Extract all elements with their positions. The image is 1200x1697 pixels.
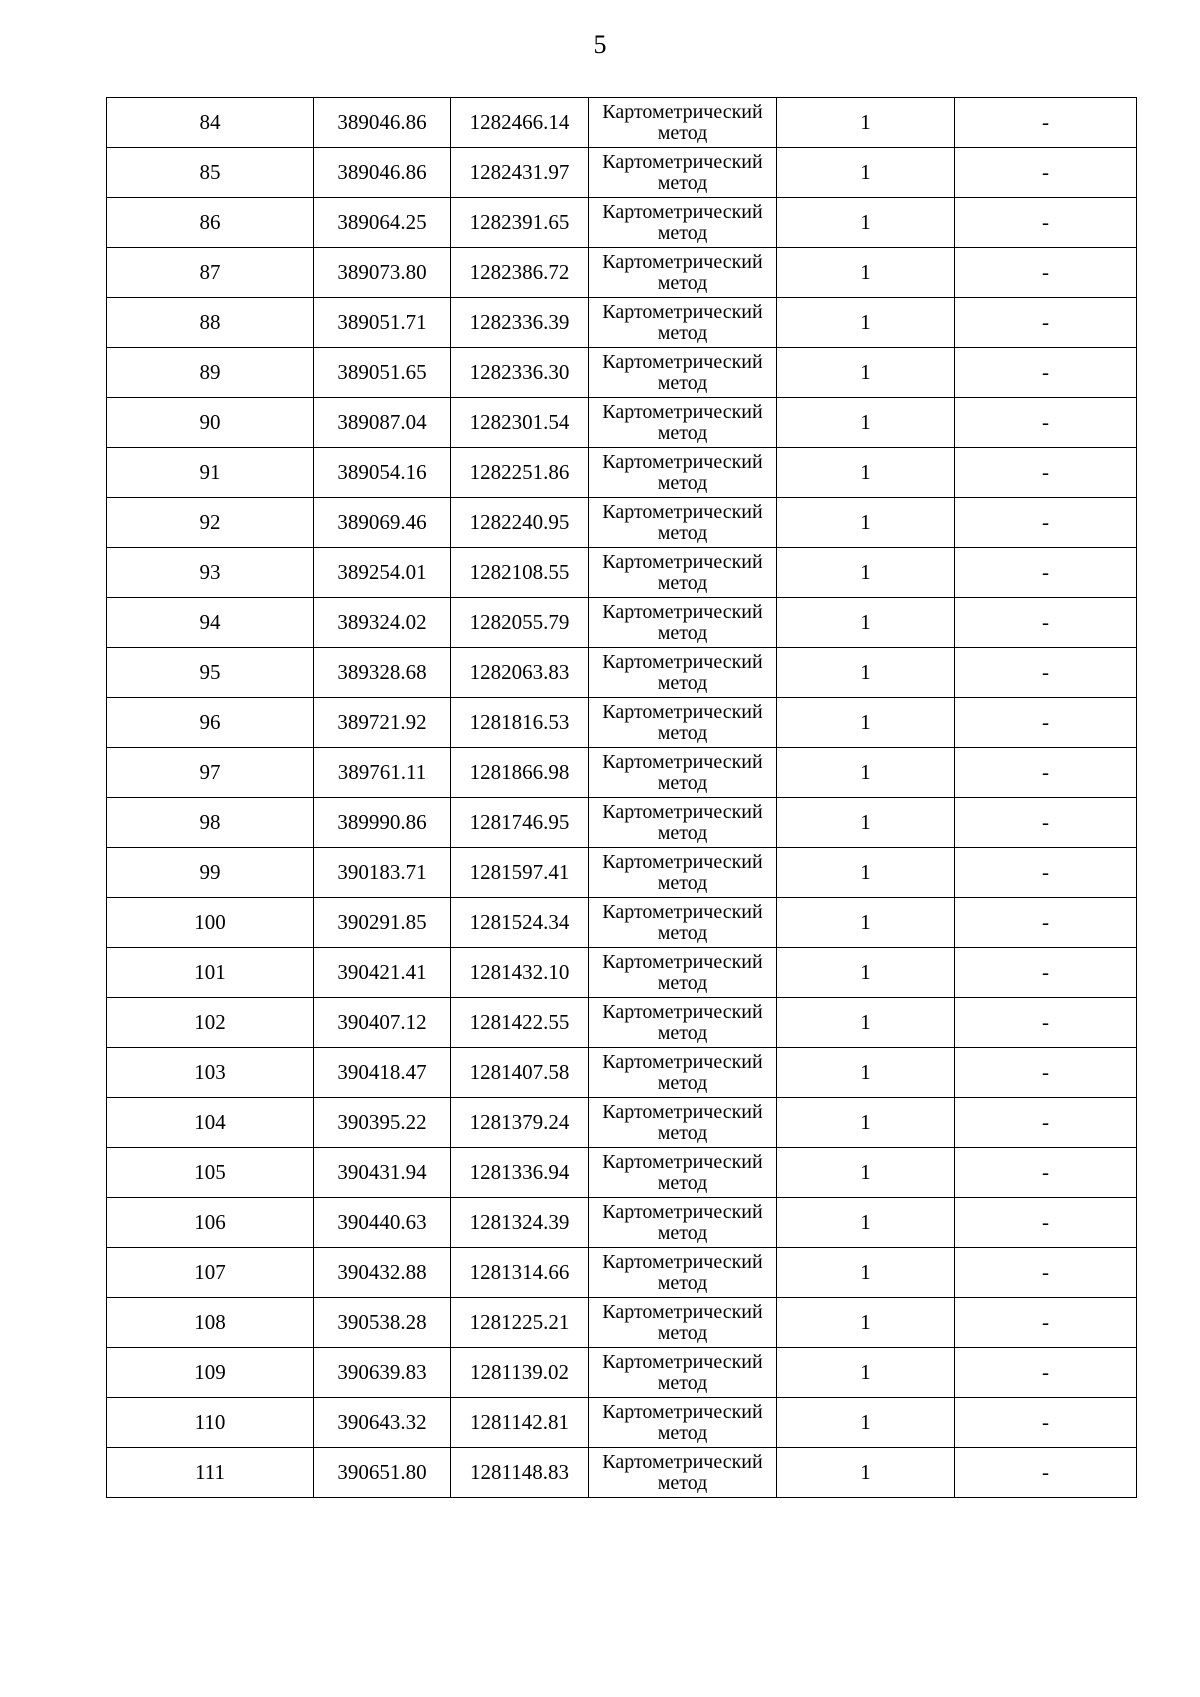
y-coordinate-cell: 1281597.41 [451, 848, 589, 898]
table-row [107, 898, 1137, 948]
table-row [107, 948, 1137, 998]
table-row [107, 148, 1137, 198]
method-line-1: Картометрический [602, 1000, 763, 1023]
table-row [107, 248, 1137, 298]
method-cell [589, 848, 777, 898]
method-cell [589, 1148, 777, 1198]
y-coordinate-cell: 1282336.30 [451, 348, 589, 398]
note-cell: - [955, 598, 1137, 648]
note-cell: - [955, 198, 1137, 248]
method-line-1: Картометрический [602, 1250, 763, 1273]
accuracy-cell: 1 [777, 798, 955, 848]
method-line-2: метод [657, 1321, 708, 1344]
method-line-1: Картометрический [602, 900, 763, 923]
y-coordinate-cell: 1281225.21 [451, 1298, 589, 1348]
method-line-1: Картометрический [602, 150, 763, 173]
x-coordinate-cell: 389073.80 [314, 248, 451, 298]
y-coordinate-cell: 1282240.95 [451, 498, 589, 548]
note-cell: - [955, 948, 1137, 998]
x-coordinate-cell: 390643.32 [314, 1398, 451, 1448]
method-line-2: метод [657, 1371, 708, 1394]
x-coordinate-cell: 390421.41 [314, 948, 451, 998]
table-row [107, 998, 1137, 1048]
method-line-1: Картометрический [602, 1200, 763, 1223]
y-coordinate-cell: 1282063.83 [451, 648, 589, 698]
note-cell: - [955, 748, 1137, 798]
method-line-1: Картометрический [602, 200, 763, 223]
point-number-cell: 108 [107, 1298, 314, 1348]
x-coordinate-cell: 389046.86 [314, 148, 451, 198]
y-coordinate-cell: 1281142.81 [451, 1398, 589, 1448]
accuracy-cell: 1 [777, 598, 955, 648]
method-cell [589, 748, 777, 798]
y-coordinate-cell: 1281816.53 [451, 698, 589, 748]
method-line-2: метод [657, 671, 708, 694]
point-number-cell: 96 [107, 698, 314, 748]
method-line-2: метод [657, 1121, 708, 1144]
method-cell [589, 548, 777, 598]
x-coordinate-cell: 389054.16 [314, 448, 451, 498]
method-line-2: метод [657, 821, 708, 844]
method-line-1: Картометрический [602, 400, 763, 423]
point-number-cell: 95 [107, 648, 314, 698]
point-number-cell: 86 [107, 198, 314, 248]
method-cell [589, 598, 777, 648]
method-cell [589, 1448, 777, 1498]
note-cell: - [955, 1248, 1137, 1298]
accuracy-cell: 1 [777, 498, 955, 548]
x-coordinate-cell: 390432.88 [314, 1248, 451, 1298]
table-row [107, 748, 1137, 798]
point-number-cell: 107 [107, 1248, 314, 1298]
note-cell: - [955, 348, 1137, 398]
accuracy-cell: 1 [777, 648, 955, 698]
point-number-cell: 94 [107, 598, 314, 648]
method-cell [589, 1048, 777, 1098]
table-row [107, 198, 1137, 248]
accuracy-cell: 1 [777, 1298, 955, 1348]
y-coordinate-cell: 1282301.54 [451, 398, 589, 448]
note-cell: - [955, 848, 1137, 898]
method-cell [589, 948, 777, 998]
method-line-2: метод [657, 221, 708, 244]
accuracy-cell: 1 [777, 998, 955, 1048]
method-line-1: Картометрический [602, 1100, 763, 1123]
table-row [107, 848, 1137, 898]
note-cell: - [955, 1398, 1137, 1448]
method-line-1: Картометрический [602, 800, 763, 823]
note-cell: - [955, 998, 1137, 1048]
method-line-1: Картометрический [602, 1450, 763, 1473]
note-cell: - [955, 498, 1137, 548]
note-cell: - [955, 148, 1137, 198]
method-line-1: Картометрический [602, 350, 763, 373]
accuracy-cell: 1 [777, 1048, 955, 1098]
method-line-2: метод [657, 371, 708, 394]
coordinates-table-body [107, 98, 1137, 1498]
point-number-cell: 111 [107, 1448, 314, 1498]
accuracy-cell: 1 [777, 1098, 955, 1148]
table-row [107, 398, 1137, 448]
accuracy-cell: 1 [777, 698, 955, 748]
y-coordinate-cell: 1282055.79 [451, 598, 589, 648]
x-coordinate-cell: 389990.86 [314, 798, 451, 848]
accuracy-cell: 1 [777, 548, 955, 598]
method-line-1: Картометрический [602, 500, 763, 523]
point-number-cell: 91 [107, 448, 314, 498]
x-coordinate-cell: 389051.65 [314, 348, 451, 398]
method-line-1: Картометрический [602, 700, 763, 723]
point-number-cell: 109 [107, 1348, 314, 1398]
x-coordinate-cell: 389069.46 [314, 498, 451, 548]
table-row [107, 1398, 1137, 1448]
y-coordinate-cell: 1282466.14 [451, 98, 589, 148]
point-number-cell: 110 [107, 1398, 314, 1448]
x-coordinate-cell: 390183.71 [314, 848, 451, 898]
table-row [107, 298, 1137, 348]
method-line-2: метод [657, 971, 708, 994]
note-cell: - [955, 448, 1137, 498]
coordinates-table [106, 97, 1137, 1498]
method-line-2: метод [657, 1471, 708, 1494]
accuracy-cell: 1 [777, 398, 955, 448]
method-line-2: метод [657, 1071, 708, 1094]
method-line-2: метод [657, 871, 708, 894]
y-coordinate-cell: 1281336.94 [451, 1148, 589, 1198]
method-cell [589, 1348, 777, 1398]
method-line-2: метод [657, 621, 708, 644]
accuracy-cell: 1 [777, 298, 955, 348]
y-coordinate-cell: 1281148.83 [451, 1448, 589, 1498]
method-cell [589, 1198, 777, 1248]
table-row [107, 548, 1137, 598]
method-cell [589, 148, 777, 198]
table-row [107, 1448, 1137, 1498]
method-cell [589, 648, 777, 698]
note-cell: - [955, 298, 1137, 348]
point-number-cell: 87 [107, 248, 314, 298]
method-cell [589, 998, 777, 1048]
note-cell: - [955, 1198, 1137, 1248]
method-cell [589, 298, 777, 348]
y-coordinate-cell: 1281379.24 [451, 1098, 589, 1148]
point-number-cell: 97 [107, 748, 314, 798]
method-line-2: метод [657, 771, 708, 794]
accuracy-cell: 1 [777, 948, 955, 998]
method-line-2: метод [657, 721, 708, 744]
x-coordinate-cell: 389064.25 [314, 198, 451, 248]
point-number-cell: 104 [107, 1098, 314, 1148]
accuracy-cell: 1 [777, 1248, 955, 1298]
method-line-2: метод [657, 471, 708, 494]
x-coordinate-cell: 390651.80 [314, 1448, 451, 1498]
note-cell: - [955, 698, 1137, 748]
accuracy-cell: 1 [777, 348, 955, 398]
method-cell [589, 348, 777, 398]
x-coordinate-cell: 389087.04 [314, 398, 451, 448]
table-row [107, 448, 1137, 498]
note-cell: - [955, 1148, 1137, 1198]
accuracy-cell: 1 [777, 1398, 955, 1448]
point-number-cell: 84 [107, 98, 314, 148]
x-coordinate-cell: 390639.83 [314, 1348, 451, 1398]
x-coordinate-cell: 389328.68 [314, 648, 451, 698]
x-coordinate-cell: 389761.11 [314, 748, 451, 798]
x-coordinate-cell: 390291.85 [314, 898, 451, 948]
method-line-2: метод [657, 321, 708, 344]
x-coordinate-cell: 389254.01 [314, 548, 451, 598]
point-number-cell: 90 [107, 398, 314, 448]
method-line-1: Картометрический [602, 1350, 763, 1373]
note-cell: - [955, 898, 1137, 948]
method-cell [589, 898, 777, 948]
point-number-cell: 92 [107, 498, 314, 548]
method-line-1: Картометрический [602, 850, 763, 873]
method-line-2: метод [657, 921, 708, 944]
method-line-2: метод [657, 1421, 708, 1444]
x-coordinate-cell: 389324.02 [314, 598, 451, 648]
method-cell [589, 248, 777, 298]
x-coordinate-cell: 390407.12 [314, 998, 451, 1048]
method-cell [589, 1298, 777, 1348]
note-cell: - [955, 1098, 1137, 1148]
point-number-cell: 98 [107, 798, 314, 848]
method-line-1: Картометрический [602, 1400, 763, 1423]
method-line-2: метод [657, 571, 708, 594]
y-coordinate-cell: 1281407.58 [451, 1048, 589, 1098]
table-row [107, 598, 1137, 648]
method-line-1: Картометрический [602, 1300, 763, 1323]
y-coordinate-cell: 1281422.55 [451, 998, 589, 1048]
table-row [107, 1048, 1137, 1098]
x-coordinate-cell: 389721.92 [314, 698, 451, 748]
method-cell [589, 1098, 777, 1148]
point-number-cell: 102 [107, 998, 314, 1048]
table-row [107, 98, 1137, 148]
point-number-cell: 99 [107, 848, 314, 898]
method-cell [589, 398, 777, 448]
method-line-1: Картометрический [602, 650, 763, 673]
accuracy-cell: 1 [777, 1198, 955, 1248]
method-line-1: Картометрический [602, 1150, 763, 1173]
accuracy-cell: 1 [777, 848, 955, 898]
method-line-1: Картометрический [602, 250, 763, 273]
y-coordinate-cell: 1281524.34 [451, 898, 589, 948]
table-row [107, 1298, 1137, 1348]
accuracy-cell: 1 [777, 448, 955, 498]
y-coordinate-cell: 1282391.65 [451, 198, 589, 248]
table-row [107, 1098, 1137, 1148]
table-row [107, 1348, 1137, 1398]
accuracy-cell: 1 [777, 898, 955, 948]
method-line-2: метод [657, 1021, 708, 1044]
point-number-cell: 105 [107, 1148, 314, 1198]
note-cell: - [955, 98, 1137, 148]
x-coordinate-cell: 390431.94 [314, 1148, 451, 1198]
method-cell [589, 448, 777, 498]
x-coordinate-cell: 389051.71 [314, 298, 451, 348]
y-coordinate-cell: 1281746.95 [451, 798, 589, 848]
x-coordinate-cell: 390395.22 [314, 1098, 451, 1148]
y-coordinate-cell: 1282386.72 [451, 248, 589, 298]
accuracy-cell: 1 [777, 148, 955, 198]
method-cell [589, 1398, 777, 1448]
method-line-1: Картометрический [602, 300, 763, 323]
method-line-2: метод [657, 421, 708, 444]
note-cell: - [955, 1298, 1137, 1348]
point-number-cell: 89 [107, 348, 314, 398]
y-coordinate-cell: 1281314.66 [451, 1248, 589, 1298]
accuracy-cell: 1 [777, 748, 955, 798]
method-line-2: метод [657, 1221, 708, 1244]
note-cell: - [955, 1048, 1137, 1098]
method-line-1: Картометрический [602, 450, 763, 473]
method-line-2: метод [657, 1271, 708, 1294]
method-line-2: метод [657, 1171, 708, 1194]
y-coordinate-cell: 1282251.86 [451, 448, 589, 498]
accuracy-cell: 1 [777, 1448, 955, 1498]
y-coordinate-cell: 1281139.02 [451, 1348, 589, 1398]
table-row [107, 1148, 1137, 1198]
note-cell: - [955, 1448, 1137, 1498]
y-coordinate-cell: 1282336.39 [451, 298, 589, 348]
x-coordinate-cell: 390440.63 [314, 1198, 451, 1248]
method-line-2: метод [657, 521, 708, 544]
note-cell: - [955, 548, 1137, 598]
table-row [107, 498, 1137, 548]
point-number-cell: 103 [107, 1048, 314, 1098]
method-line-1: Картометрический [602, 750, 763, 773]
method-line-1: Картометрический [602, 100, 763, 123]
point-number-cell: 88 [107, 298, 314, 348]
table-row [107, 1198, 1137, 1248]
y-coordinate-cell: 1282108.55 [451, 548, 589, 598]
point-number-cell: 106 [107, 1198, 314, 1248]
method-line-2: метод [657, 121, 708, 144]
method-line-1: Картометрический [602, 600, 763, 623]
table-row [107, 1248, 1137, 1298]
method-line-2: метод [657, 171, 708, 194]
method-cell [589, 98, 777, 148]
page-number: 5 [593, 30, 607, 59]
point-number-cell: 93 [107, 548, 314, 598]
method-line-1: Картометрический [602, 550, 763, 573]
point-number-cell: 100 [107, 898, 314, 948]
accuracy-cell: 1 [777, 198, 955, 248]
method-line-1: Картометрический [602, 950, 763, 973]
table-row [107, 348, 1137, 398]
table-row [107, 648, 1137, 698]
y-coordinate-cell: 1281324.39 [451, 1198, 589, 1248]
note-cell: - [955, 798, 1137, 848]
y-coordinate-cell: 1281432.10 [451, 948, 589, 998]
accuracy-cell: 1 [777, 98, 955, 148]
y-coordinate-cell: 1281866.98 [451, 748, 589, 798]
method-cell [589, 698, 777, 748]
note-cell: - [955, 248, 1137, 298]
note-cell: - [955, 398, 1137, 448]
x-coordinate-cell: 390418.47 [314, 1048, 451, 1098]
method-cell [589, 798, 777, 848]
note-cell: - [955, 648, 1137, 698]
accuracy-cell: 1 [777, 248, 955, 298]
accuracy-cell: 1 [777, 1348, 955, 1398]
note-cell: - [955, 1348, 1137, 1398]
x-coordinate-cell: 390538.28 [314, 1298, 451, 1348]
accuracy-cell: 1 [777, 1148, 955, 1198]
method-cell [589, 1248, 777, 1298]
method-cell [589, 198, 777, 248]
method-line-2: метод [657, 271, 708, 294]
x-coordinate-cell: 389046.86 [314, 98, 451, 148]
method-line-1: Картометрический [602, 1050, 763, 1073]
y-coordinate-cell: 1282431.97 [451, 148, 589, 198]
method-cell [589, 498, 777, 548]
point-number-cell: 85 [107, 148, 314, 198]
point-number-cell: 101 [107, 948, 314, 998]
table-row [107, 798, 1137, 848]
table-row [107, 698, 1137, 748]
